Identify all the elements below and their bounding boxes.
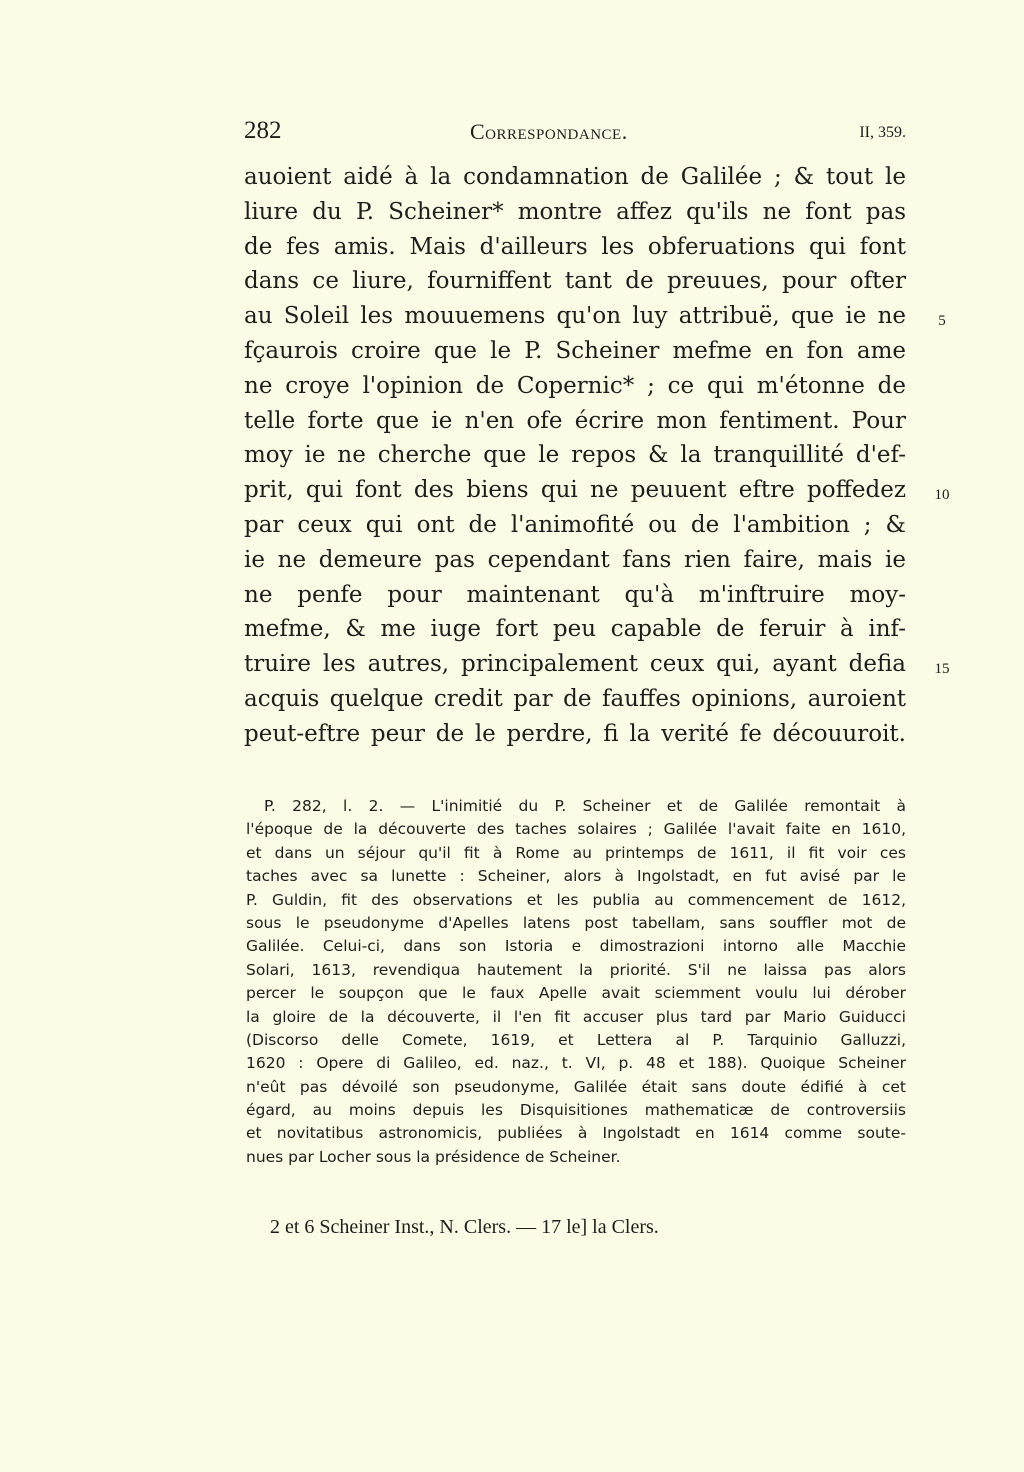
note-line: n'eût pas dévoilé son pseudonyme, Galilée était sans doute édifié à cet: [246, 1077, 906, 1096]
footnotes: [246, 795, 906, 1169]
running-head: [244, 116, 906, 150]
text-line: de fes amis. Mais d'ailleurs les obferuations qui font: [244, 233, 906, 260]
line-number: 5: [938, 313, 946, 329]
note-line: taches avec sa lunette : Scheiner, alors à Ingolstadt, en fut avisé par le: [246, 867, 906, 886]
note-line: l'époque de la découverte des taches solaires ; Galilée l'avait faite en 1610,: [246, 820, 906, 839]
text-line: fçaurois croire que le P. Scheiner mefme en fon ame: [244, 337, 906, 364]
note-line: P. Guldin, fit des observations et les publia au commencement de 1612,: [246, 890, 906, 909]
text-line: ne penfe pour maintenant qu'à m'inftruire moy-: [244, 581, 906, 608]
text-line: prit, qui font des biens qui ne peuuent eftre poffedez: [244, 477, 906, 504]
text-line: au Soleil les mouuemens qu'on luy attribuë, que ie ne: [244, 303, 906, 330]
note-line: Solari, 1613, revendiqua hautement la priorité. S'il ne laissa pas alors: [246, 960, 906, 979]
text-line: dans ce liure, fourniffent tant de preuues, pour ofter: [244, 268, 906, 295]
note-line: sous le pseudonyme d'Apelles latens post tabellam, sans souffler mot de: [246, 913, 906, 932]
text-line: truire les autres, principalement ceux qui, ayant defia: [244, 651, 906, 678]
text-line: moy ie ne cherche que le repos & la tranquillité d'ef-: [244, 442, 906, 469]
text-line: acquis quelque credit par de fauffes opinions, auroient: [244, 685, 906, 712]
text-line: ie ne demeure pas cependant fans rien faire, mais ie: [244, 546, 906, 573]
note-line: la gloire de la découverte, il l'en fit accuser plus tard par Mario Guiducci: [246, 1007, 906, 1026]
note-line: égard, au moins depuis les Disquisitiones mathematicæ de controversiis: [246, 1101, 906, 1120]
note-line: Galilée. Celui-ci, dans son Istoria e dimostrazioni intorno alle Macchie: [246, 937, 906, 956]
text-line: telle forte que ie n'en ofe écrire mon fentiment. Pour: [244, 407, 906, 434]
text-line: par ceux qui ont de l'animofité ou de l'ambition ; &: [244, 511, 906, 538]
textual-variants: 2 et 6 Scheiner Inst., N. Clers. — 17 le] la Clers.: [270, 1216, 659, 1238]
page-number: 282: [244, 117, 282, 144]
text-line: mefme, & me iuge fort peu capable de feruir à inf-: [244, 616, 906, 643]
main-text: [244, 160, 906, 752]
running-title: Correspondance.: [470, 119, 628, 144]
note-line: 1620 : Opere di Galileo, ed. naz., t. VI, p. 48 et 188). Quoique Scheiner: [246, 1054, 906, 1073]
note-line: et dans un séjour qu'il fit à Rome au printemps de 1611, il fit voir ces: [246, 843, 906, 862]
note-line: nues par Locher sous la présidence de Scheiner.: [246, 1147, 621, 1166]
note-line: (Discorso delle Comete, 1619, et Lettera al P. Tarquinio Galluzzi,: [246, 1030, 906, 1049]
text-line: liure du P. Scheiner* montre affez qu'ils ne font pas: [244, 198, 906, 225]
note-line: P. 282, l. 2. — L'inimitié du P. Scheiner et de Galilée remontait à: [264, 797, 906, 815]
text-line: peut-eftre peur de le perdre, fi la verité fe découuroit.: [244, 720, 906, 747]
line-number: 15: [934, 661, 950, 677]
text-line: auoient aidé à la condamnation de Galilée ; & tout le: [244, 164, 906, 190]
note-line: percer le soupçon que le faux Apelle avait sciemment voulu lui dérober: [246, 984, 906, 1003]
note-line: et novitatibus astronomicis, publiées à Ingolstadt en 1614 comme soute-: [246, 1124, 906, 1143]
volume-reference: II, 359.: [859, 124, 906, 141]
text-line: ne croye l'opinion de Copernic* ; ce qui m'étonne de: [244, 372, 906, 399]
line-number: 10: [934, 487, 950, 503]
